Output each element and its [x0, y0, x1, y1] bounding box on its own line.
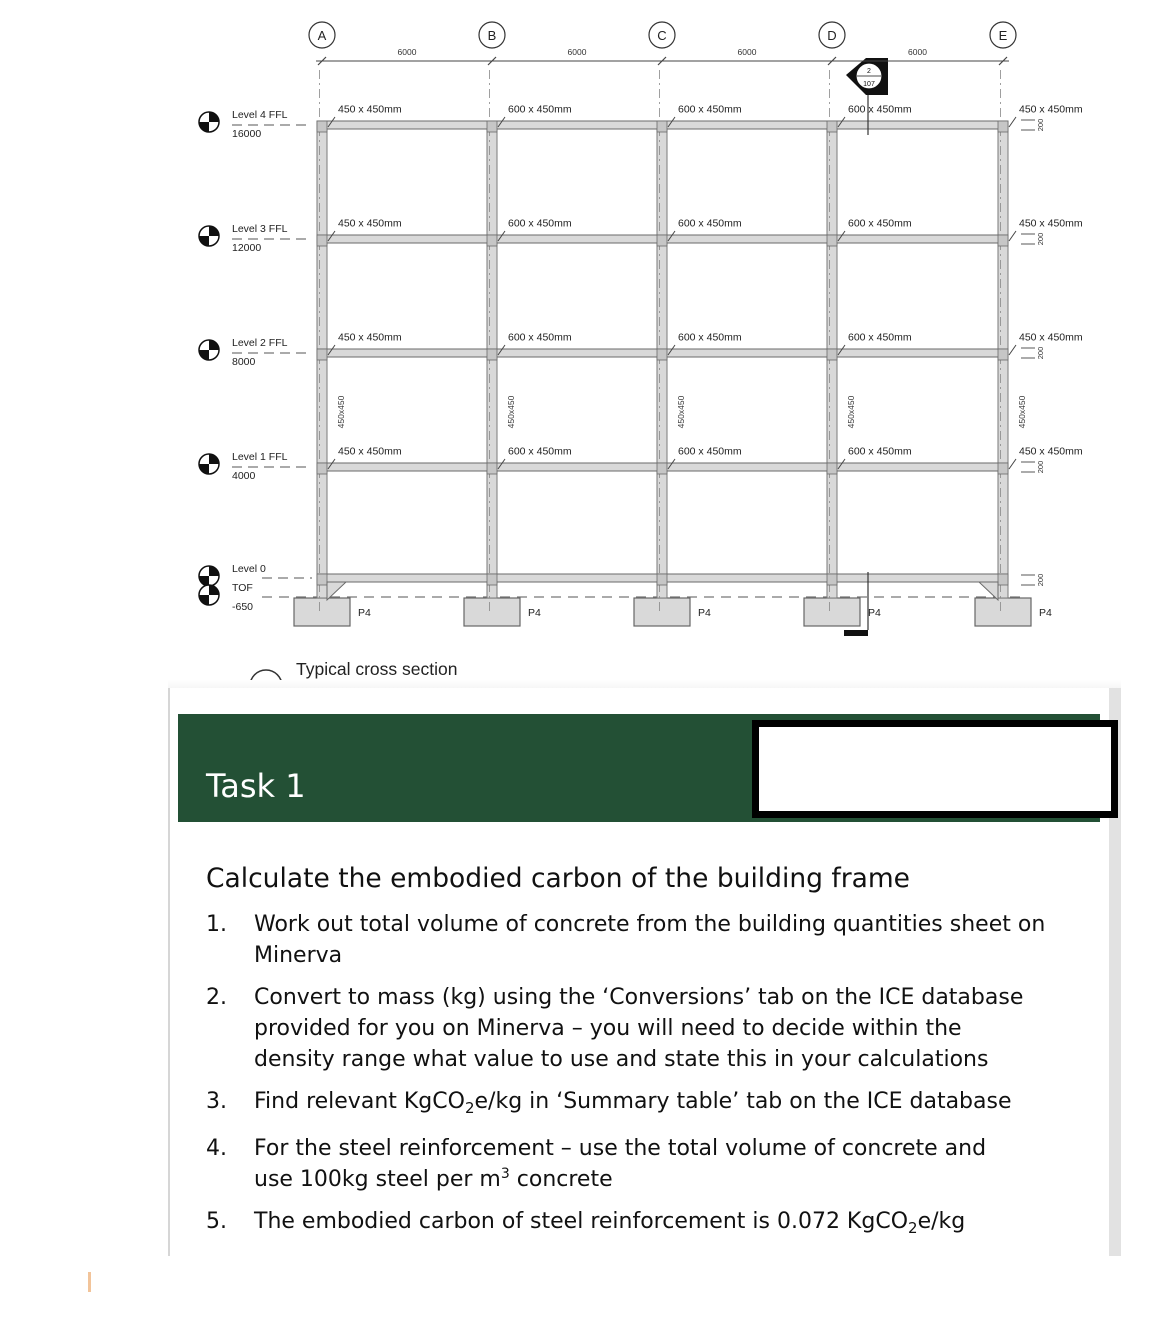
column	[317, 125, 327, 598]
beam-size-label: 450 x 450mm	[1019, 217, 1083, 230]
level-name: Level 0	[232, 563, 266, 575]
beam-size-label: 600 x 450mm	[848, 217, 912, 230]
pad-label: P4	[358, 607, 371, 619]
bay-dimension: 6000	[567, 47, 587, 57]
column-size-label: 450x450	[676, 395, 686, 429]
beam-size-label: 450 x 450mm	[1019, 103, 1083, 116]
level-elevation: 4000	[232, 470, 256, 482]
level-elevation: 16000	[232, 128, 262, 140]
level-name: Level 2 FFL	[232, 337, 288, 349]
beam-size-label: 600 x 450mm	[508, 331, 572, 344]
step-number: 2.	[206, 985, 227, 1010]
grid-label: C	[657, 28, 667, 43]
pad-foundation	[975, 598, 1031, 626]
beam-size-label: 600 x 450mm	[508, 217, 572, 230]
level-name: Level 4 FFL	[232, 109, 288, 121]
beam-size-label: 450 x 450mm	[338, 331, 402, 344]
column-size-label: 450x450	[1017, 395, 1027, 429]
pad-foundation	[464, 598, 520, 626]
step-text: Convert to mass (kg) using the ‘Conversions’ tab on the ICE database provided for you on Minerva – you will need to decide within the density range what value to use and state this in your calculations	[254, 985, 1024, 1072]
banner-title: Task 1	[206, 767, 306, 805]
slab-thickness-label: 200	[1036, 232, 1045, 246]
level-elevation: 8000	[232, 356, 256, 368]
section-marker-bottom: 107	[863, 81, 875, 88]
grid-label: D	[827, 28, 837, 43]
step-number: 4.	[206, 1136, 227, 1161]
beam-size-label: 600 x 450mm	[848, 103, 912, 116]
beam-size-label: 600 x 450mm	[678, 103, 742, 116]
level-sub: TOF	[232, 582, 253, 594]
pad-foundation	[294, 598, 350, 626]
slab-thickness-label: 200	[1036, 118, 1045, 132]
beam-size-label: 600 x 450mm	[678, 331, 742, 344]
beam-size-label: 600 x 450mm	[848, 331, 912, 344]
step-text: Work out total volume of concrete from the building quantities sheet on Minerva	[254, 912, 1046, 968]
level-marker	[199, 109, 312, 140]
level-marker	[199, 451, 312, 482]
dimension-line	[316, 47, 1009, 65]
column	[657, 125, 667, 598]
beam-size-label: 600 x 450mm	[508, 445, 572, 458]
beam-size-label: 450 x 450mm	[338, 103, 402, 116]
corner-mark	[88, 1272, 91, 1292]
pad-label: P4	[868, 607, 881, 619]
pad-foundation	[804, 598, 860, 626]
beam-size-label: 450 x 450mm	[338, 217, 402, 230]
level-name: Level 3 FFL	[232, 223, 288, 235]
section-marker-top: 2	[867, 68, 871, 75]
column-size-label: 450x450	[336, 395, 346, 429]
pad-label: P4	[528, 607, 541, 619]
column	[487, 125, 497, 598]
pad-label: P4	[1039, 607, 1052, 619]
beam-size-label: 450 x 450mm	[1019, 445, 1083, 458]
grid-label: B	[487, 28, 497, 43]
column	[827, 125, 837, 598]
pad-label: P4	[698, 607, 711, 619]
section-marker	[846, 58, 888, 95]
beam-size-label: 600 x 450mm	[678, 445, 742, 458]
column-size-label: 450x450	[846, 395, 856, 429]
beam-size-label: 600 x 450mm	[848, 445, 912, 458]
beam-size-label: 450 x 450mm	[338, 445, 402, 458]
slab-thickness-label: 200	[1036, 460, 1045, 474]
beam-labels	[328, 104, 1083, 587]
level-marker	[199, 337, 312, 368]
redacted-box	[752, 720, 1118, 818]
step-number: 1.	[206, 912, 227, 937]
grid-label: A	[317, 28, 327, 43]
beam-size-label: 450 x 450mm	[1019, 331, 1083, 344]
slab-thickness-label: 200	[1036, 573, 1045, 587]
column-size-label: 450x450	[506, 395, 516, 429]
view-title: Typical cross section	[296, 659, 458, 679]
section-cut-mark	[844, 630, 868, 636]
beam-size-label: 600 x 450mm	[678, 217, 742, 230]
level-elevation: -650	[232, 601, 254, 613]
task-heading: Calculate the embodied carbon of the building frame	[206, 863, 910, 894]
step-text: For the steel reinforcement – use the total volume of concrete and use 100kg steel per $m^3$ concrete	[254, 1136, 987, 1192]
beam-size-label: 600 x 450mm	[508, 103, 572, 116]
level-marker	[199, 223, 312, 254]
step-text: Find relevant KgCO$_2$e/kg in ‘Summary table’ tab on the ICE database	[254, 1089, 1012, 1117]
bay-dimension: 6000	[397, 47, 417, 57]
level-markers	[199, 109, 312, 613]
column	[998, 125, 1008, 598]
bay-dimension: 6000	[908, 47, 927, 57]
grid-heads	[309, 22, 1016, 48]
step-number: 5.	[206, 1209, 227, 1234]
pad-foundation	[634, 598, 690, 626]
step-number: 3.	[206, 1089, 227, 1114]
level-name: Level 1 FFL	[232, 451, 288, 463]
frame-static-art	[262, 58, 1031, 636]
bay-dimension: 6000	[737, 47, 757, 57]
column-labels	[336, 395, 1027, 428]
grid-label: E	[998, 28, 1008, 43]
pad-labels	[358, 607, 1052, 619]
slab-thickness-label: 200	[1036, 346, 1045, 360]
level-elevation: 12000	[232, 242, 262, 254]
step-text: The embodied carbon of steel reinforcement is 0.072 KgCO$_2$e/kg	[254, 1209, 966, 1237]
